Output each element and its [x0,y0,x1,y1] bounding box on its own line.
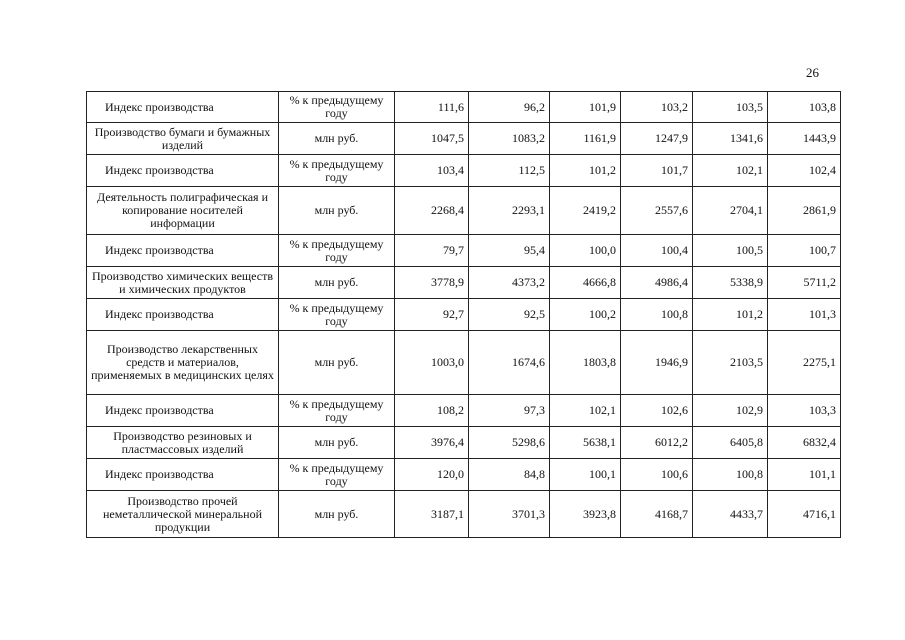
value-cell: 4986,4 [621,267,693,299]
value-cell: 102,4 [768,155,841,187]
table-row [87,235,841,267]
value-cell: 4666,8 [550,267,621,299]
value-cell: 100,2 [550,299,621,331]
value-cell: 3923,8 [550,491,621,538]
row-name-cell: Производство лекарственных средств и материалов, применяемых в медицинских целях [87,331,279,395]
unit-cell: % к предыдущему году [279,299,395,331]
row-name-cell: Индекс производства [87,299,279,331]
value-cell: 2103,5 [693,331,768,395]
value-cell: 1161,9 [550,123,621,155]
unit-cell: % к предыдущему году [279,395,395,427]
table-row [87,299,841,331]
value-cell: 1443,9 [768,123,841,155]
value-cell: 100,4 [621,235,693,267]
unit-cell: млн руб. [279,491,395,538]
unit-cell: млн руб. [279,331,395,395]
value-cell: 100,0 [550,235,621,267]
value-cell: 100,1 [550,459,621,491]
unit-cell: % к предыдущему году [279,459,395,491]
value-cell: 102,1 [693,155,768,187]
value-cell: 102,1 [550,395,621,427]
value-cell: 103,3 [768,395,841,427]
row-name-cell: Индекс производства [87,395,279,427]
table-row [87,123,841,155]
row-name-cell: Деятельность полиграфическая и копирование носителей информации [87,187,279,235]
value-cell: 101,9 [550,92,621,123]
table-row [87,187,841,235]
value-cell: 103,8 [768,92,841,123]
value-cell: 108,2 [395,395,469,427]
value-cell: 101,2 [693,299,768,331]
page-number: 26 [806,65,819,80]
value-cell: 2275,1 [768,331,841,395]
unit-cell: % к предыдущему году [279,155,395,187]
value-cell: 2268,4 [395,187,469,235]
value-cell: 103,5 [693,92,768,123]
row-name-cell: Производство бумаги и бумажных изделий [87,123,279,155]
value-cell: 5298,6 [469,427,550,459]
value-cell: 112,5 [469,155,550,187]
unit-cell: % к предыдущему году [279,92,395,123]
value-cell: 1946,9 [621,331,693,395]
value-cell: 3701,3 [469,491,550,538]
table-row [87,459,841,491]
value-cell: 4433,7 [693,491,768,538]
value-cell: 100,8 [693,459,768,491]
row-name-cell: Производство химических веществ и химических продуктов [87,267,279,299]
row-name-cell: Производство резиновых и пластмассовых изделий [87,427,279,459]
value-cell: 103,4 [395,155,469,187]
value-cell: 4168,7 [621,491,693,538]
value-cell: 102,9 [693,395,768,427]
value-cell: 101,2 [550,155,621,187]
value-cell: 1674,6 [469,331,550,395]
value-cell: 4373,2 [469,267,550,299]
value-cell: 3778,9 [395,267,469,299]
value-cell: 1341,6 [693,123,768,155]
value-cell: 3187,1 [395,491,469,538]
unit-cell: млн руб. [279,267,395,299]
value-cell: 1083,2 [469,123,550,155]
table-row [87,491,841,538]
row-name-cell: Индекс производства [87,155,279,187]
table-row [87,331,841,395]
table-row [87,427,841,459]
value-cell: 2861,9 [768,187,841,235]
value-cell: 79,7 [395,235,469,267]
value-cell: 6012,2 [621,427,693,459]
value-cell: 1803,8 [550,331,621,395]
value-cell: 100,6 [621,459,693,491]
value-cell: 100,5 [693,235,768,267]
value-cell: 2557,6 [621,187,693,235]
value-cell: 92,7 [395,299,469,331]
value-cell: 1247,9 [621,123,693,155]
unit-cell: % к предыдущему году [279,235,395,267]
row-name-cell: Индекс производства [87,459,279,491]
value-cell: 2704,1 [693,187,768,235]
value-cell: 92,5 [469,299,550,331]
value-cell: 6405,8 [693,427,768,459]
row-name-cell: Производство прочей неметаллической минеральной продукции [87,491,279,538]
value-cell: 5338,9 [693,267,768,299]
value-cell: 100,8 [621,299,693,331]
value-cell: 6832,4 [768,427,841,459]
value-cell: 103,2 [621,92,693,123]
unit-cell: млн руб. [279,427,395,459]
value-cell: 120,0 [395,459,469,491]
table-row [87,92,841,123]
value-cell: 111,6 [395,92,469,123]
table-row [87,395,841,427]
value-cell: 97,3 [469,395,550,427]
value-cell: 5638,1 [550,427,621,459]
value-cell: 102,6 [621,395,693,427]
data-table [86,91,841,538]
value-cell: 96,2 [469,92,550,123]
row-name-cell: Индекс производства [87,92,279,123]
table-row [87,155,841,187]
value-cell: 1003,0 [395,331,469,395]
value-cell: 5711,2 [768,267,841,299]
unit-cell: млн руб. [279,123,395,155]
row-name-cell: Индекс производства [87,235,279,267]
table-row [87,267,841,299]
value-cell: 95,4 [469,235,550,267]
value-cell: 100,7 [768,235,841,267]
value-cell: 2419,2 [550,187,621,235]
value-cell: 3976,4 [395,427,469,459]
value-cell: 101,1 [768,459,841,491]
value-cell: 101,7 [621,155,693,187]
value-cell: 2293,1 [469,187,550,235]
unit-cell: млн руб. [279,187,395,235]
value-cell: 101,3 [768,299,841,331]
value-cell: 1047,5 [395,123,469,155]
value-cell: 84,8 [469,459,550,491]
value-cell: 4716,1 [768,491,841,538]
